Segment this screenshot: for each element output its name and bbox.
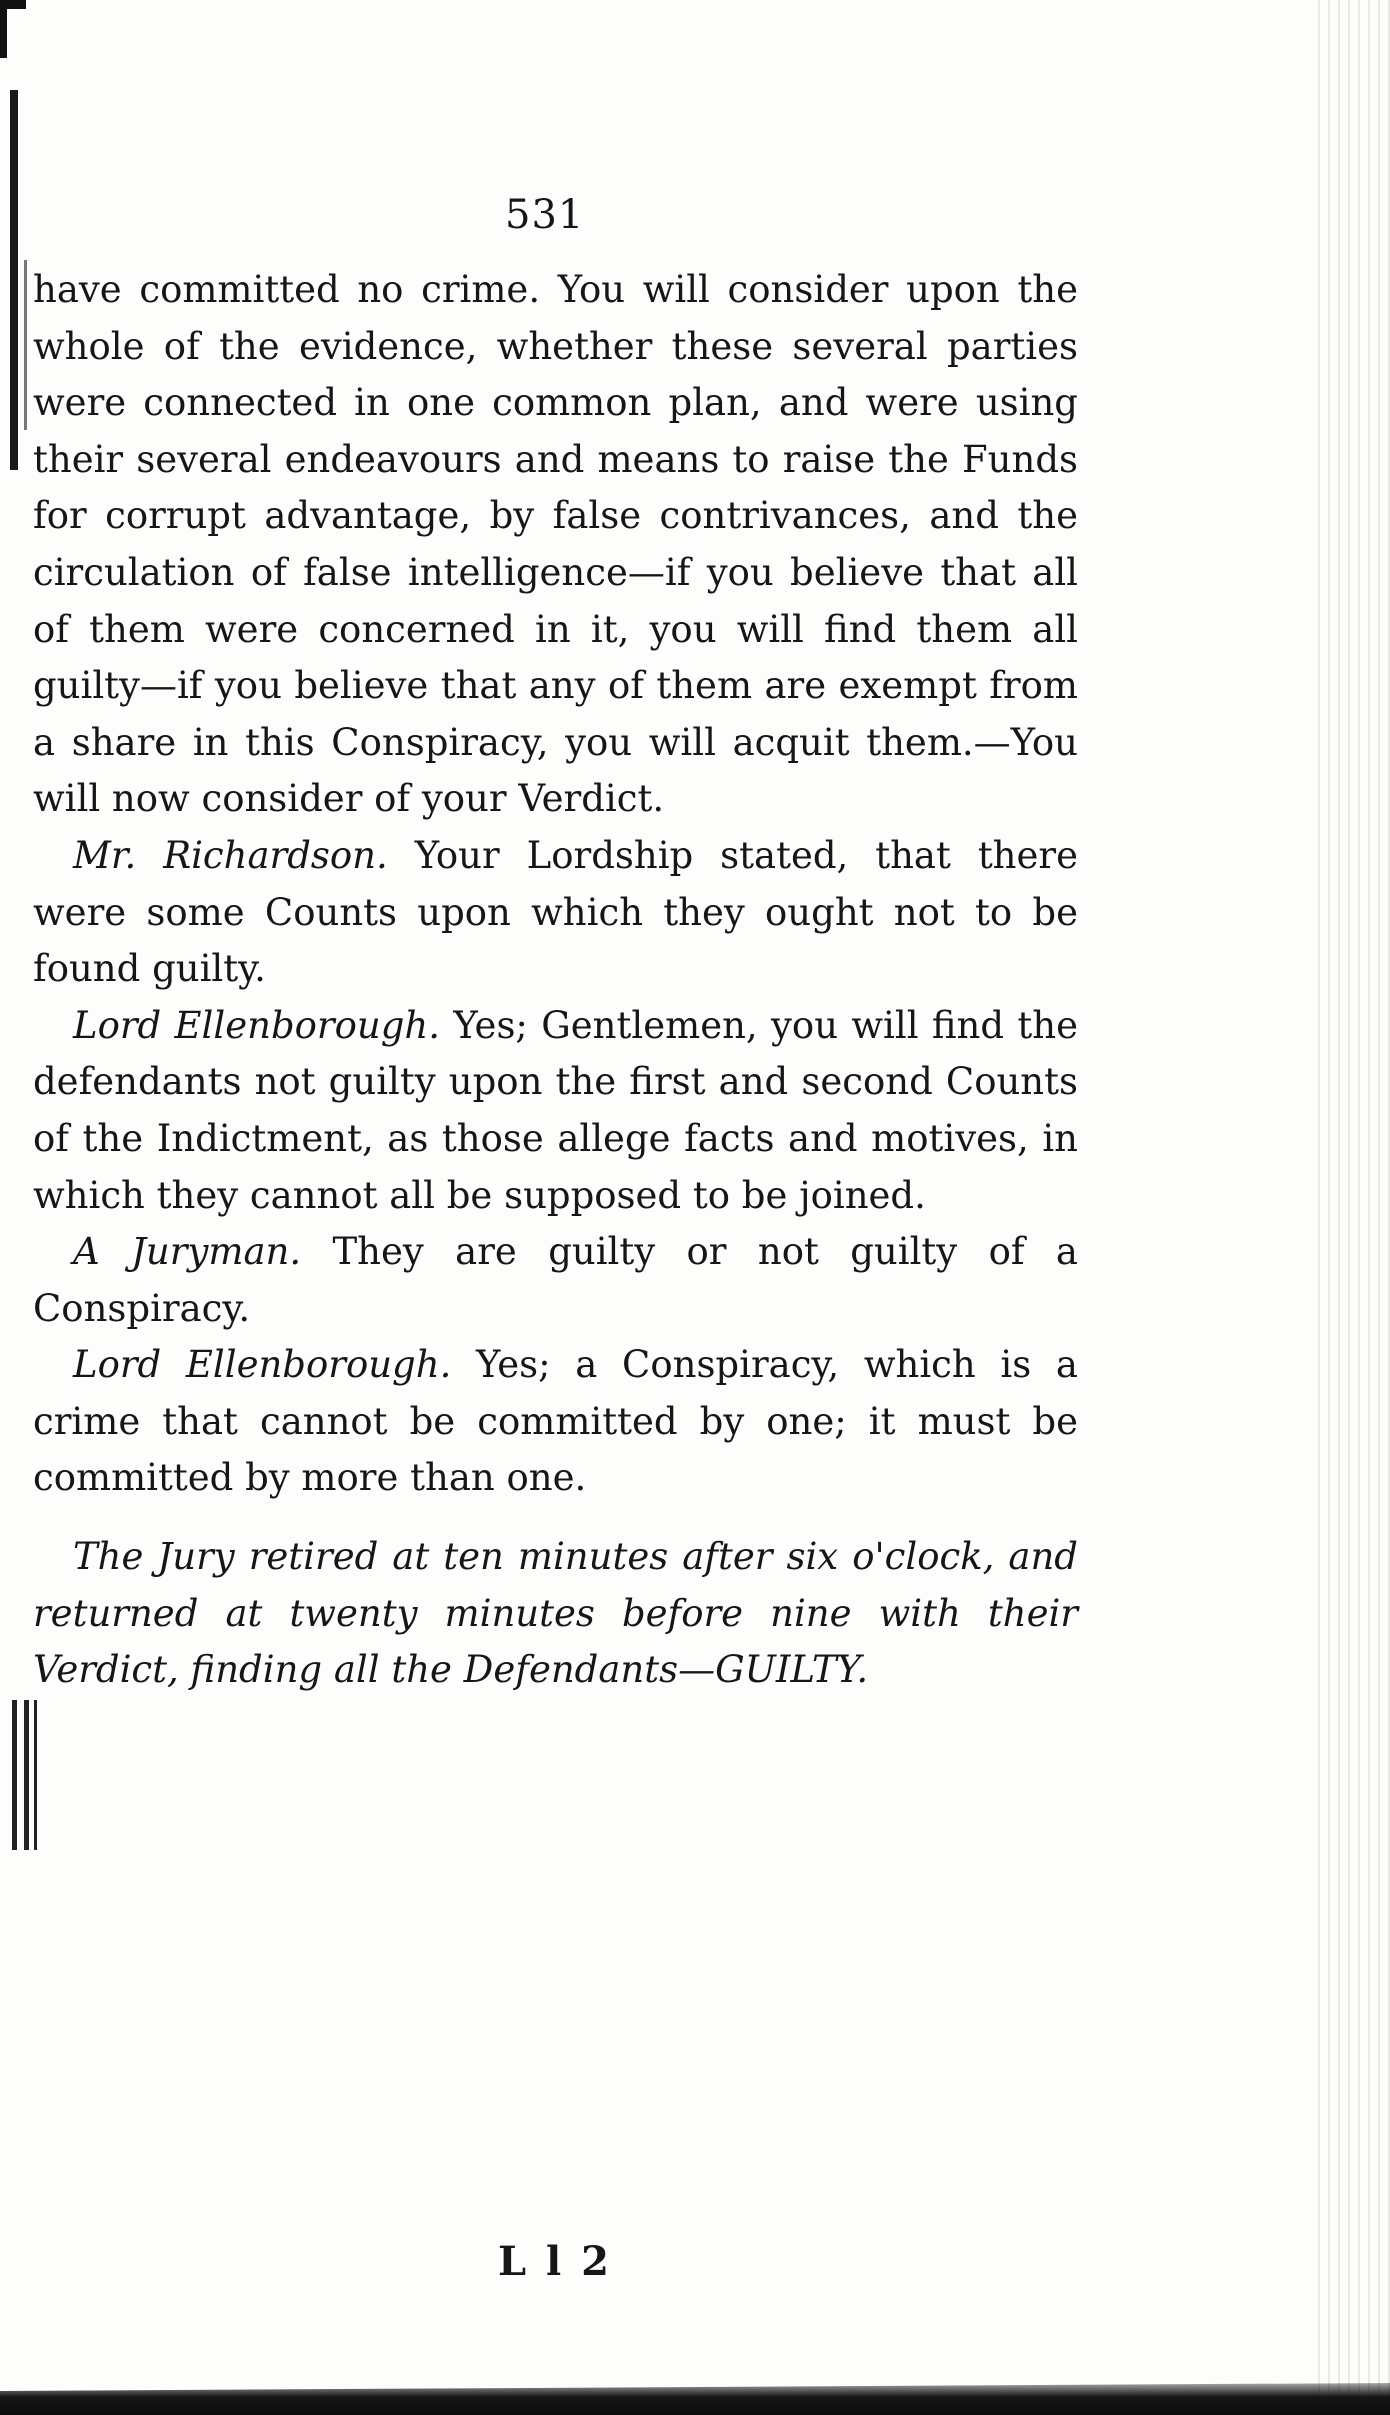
paragraph-verdict: The Jury retired at ten minutes after six o'clock, and returned at twenty minutes before nine with their Verdict, finding all the Defendants—GUILTY.	[33, 1535, 1078, 1692]
body-text	[33, 262, 1078, 1699]
speaker-richardson: Mr. Richardson.	[73, 833, 388, 877]
speech-ellenborough-1: Yes; Gentlemen, you will find the defendants not guilty upon the first and second Counts of the Indictment, as those allege facts and motives, in which they cannot all be supposed to be joined.	[33, 1003, 1078, 1217]
speaker-ellenborough-2: Lord Ellenborough.	[73, 1343, 452, 1387]
page-number: 531	[505, 192, 585, 238]
speech-richardson: Your Lordship stated, that there were some Counts upon which they ought not to be found guilty.	[33, 833, 1078, 991]
paragraph-richardson	[33, 828, 1078, 998]
speaker-ellenborough-1: Lord Ellenborough.	[73, 1003, 440, 1047]
binding-shadow	[10, 90, 18, 470]
signature-mark: L l 2	[498, 2238, 613, 2285]
speaker-juryman: A Juryman.	[73, 1230, 302, 1274]
paragraph-ellenborough-1	[33, 998, 1078, 1224]
page-edge-bottom	[0, 2375, 1390, 2415]
paragraph-judge-summation: have committed no crime. You will consider upon the whole of the evidence, whether these several parties were connected in one common plan, and were using their several endeavours and means to raise the Funds for corrupt advantage, by false contrivances, and the circulation of false intelligence—if you believe that all of them were concerned in it, you will find them all guilty—if you believe that any of them are exempt from a share in this Conspiracy, you will acquit them.—You will now consider of your Verdict.	[33, 268, 1078, 821]
speech-juryman: They are guilty or not guilty of a Conspiracy.	[33, 1230, 1078, 1330]
speech-ellenborough-2: Yes; a Conspiracy, which is a crime that cannot be committed by one; it must be committed by more than one.	[33, 1343, 1078, 1500]
paragraph-juryman	[33, 1224, 1078, 1337]
paragraph-ellenborough-2	[33, 1337, 1078, 1507]
binding-shadow-thin	[24, 260, 27, 430]
binding-marks	[12, 1700, 52, 1860]
page-corner-mark	[0, 0, 26, 58]
page-edge-right	[1310, 0, 1390, 2415]
